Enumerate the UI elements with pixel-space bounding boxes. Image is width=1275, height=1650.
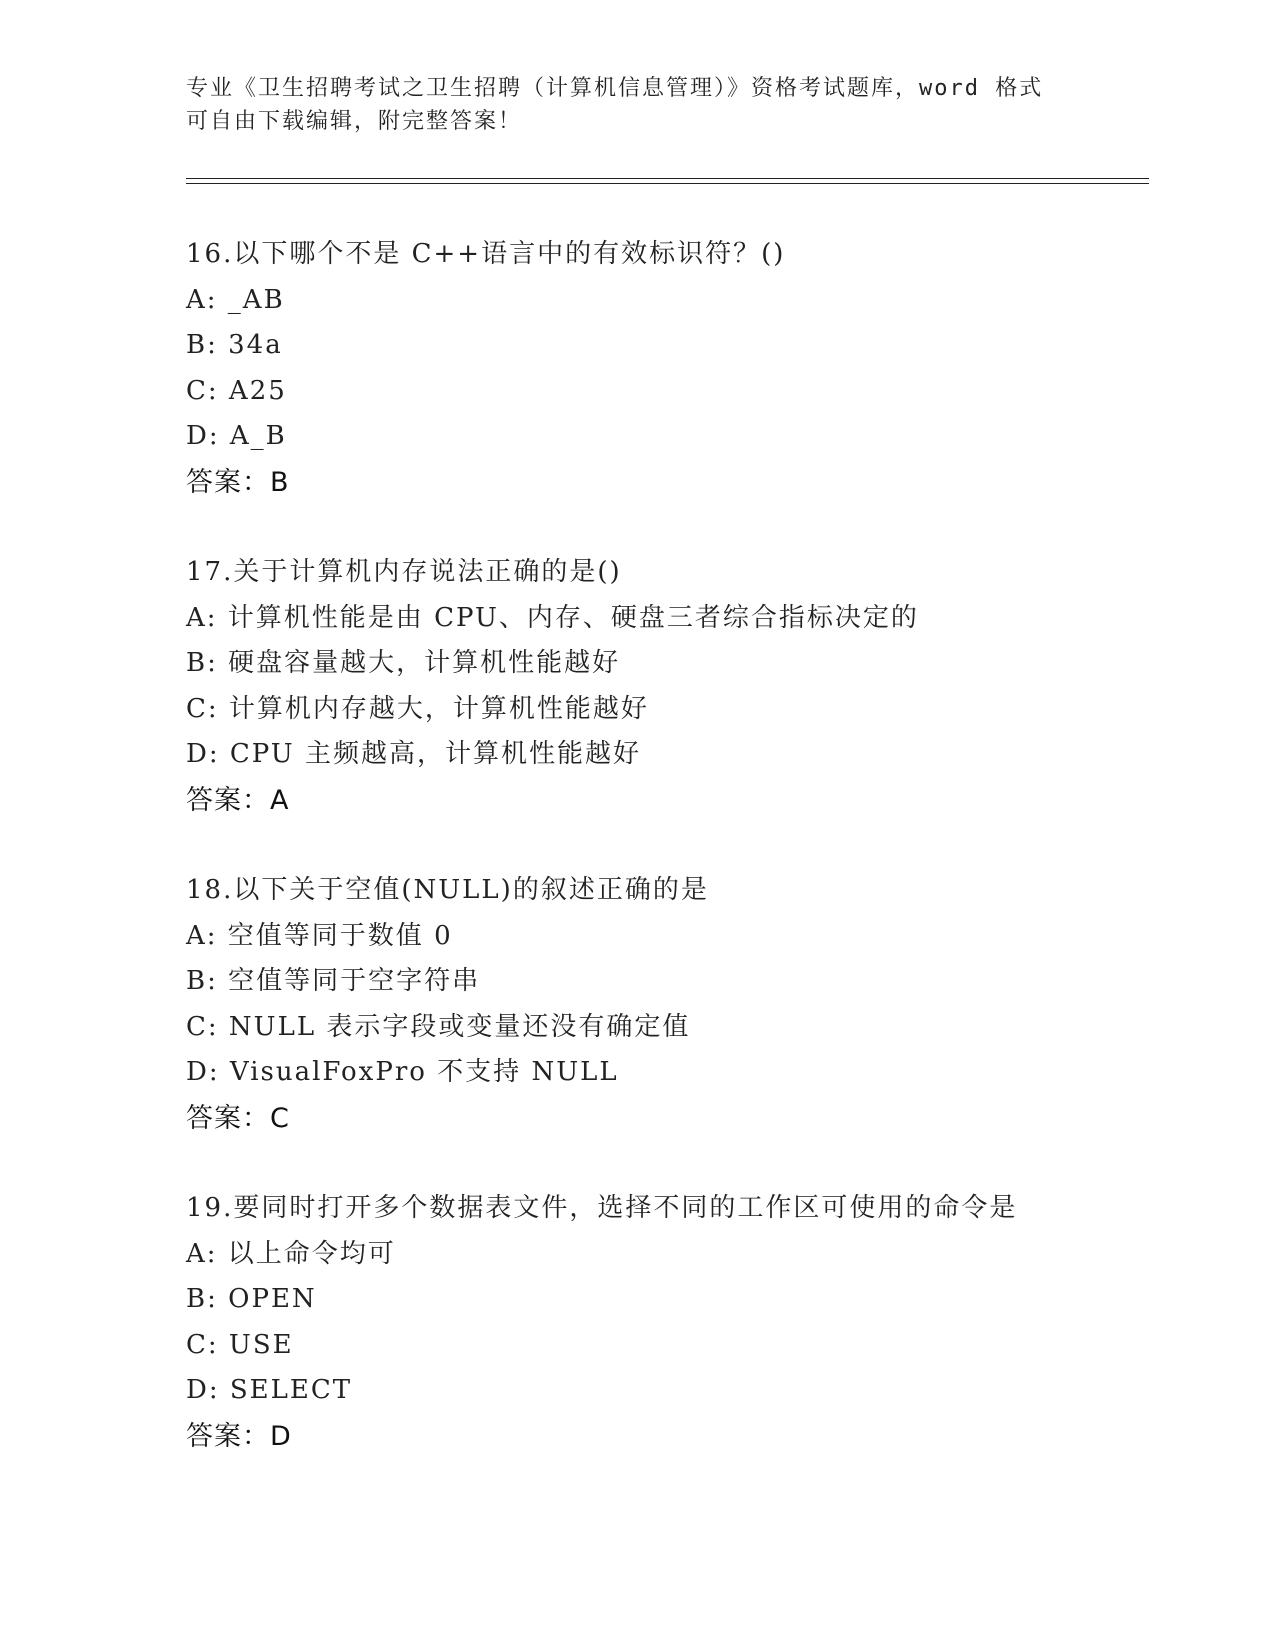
question-19 xyxy=(186,1186,1149,1459)
header-divider-bottom xyxy=(186,183,1149,184)
option-a: A: _AB xyxy=(186,284,285,315)
header-line-1: 专业《卫生招聘考试之卫生招聘（计算机信息管理）》资格考试题库，word 格式 xyxy=(186,76,1044,101)
question-stem: 18.以下关于空值(NULL)的叙述正确的是 xyxy=(186,875,709,905)
option-c: C: NULL 表示字段或变量还没有确定值 xyxy=(186,1011,691,1042)
option-d: D: A_B xyxy=(186,421,287,451)
option-b: B: OPEN xyxy=(186,1284,317,1314)
answer-line: 答案：C xyxy=(186,1102,290,1134)
option-b: B: 硬盘容量越大，计算机性能越好 xyxy=(186,648,621,678)
answer-line: 答案：A xyxy=(186,784,290,816)
question-16 xyxy=(186,232,1149,505)
option-d: D: CPU 主频越高，计算机性能越好 xyxy=(186,739,641,769)
question-stem: 17.关于计算机内存说法正确的是() xyxy=(186,557,622,587)
option-b: B: 34a xyxy=(186,330,283,360)
option-c: C: USE xyxy=(186,1329,294,1360)
option-a: A: 计算机性能是由 CPU、内存、硬盘三者综合指标决定的 xyxy=(186,602,919,633)
header-line-2: 可自由下载编辑，附完整答案！ xyxy=(186,109,523,134)
option-c: C: 计算机内存越大，计算机性能越好 xyxy=(186,693,649,724)
option-d: D: VisualFoxPro 不支持 NULL xyxy=(186,1057,619,1087)
option-b: B: 空值等同于空字符串 xyxy=(186,966,481,996)
question-18 xyxy=(186,868,1149,1141)
question-17 xyxy=(186,550,1149,823)
answer-line: 答案：D xyxy=(186,1420,292,1452)
answer-line: 答案：B xyxy=(186,466,290,498)
option-a: A: 空值等同于数值 0 xyxy=(186,920,453,951)
question-stem: 16.以下哪个不是 C++语言中的有效标识符？() xyxy=(186,239,786,269)
option-a: A: 以上命令均可 xyxy=(186,1238,396,1269)
option-c: C: A25 xyxy=(186,375,287,406)
option-d: D: SELECT xyxy=(186,1375,353,1405)
header-divider-top xyxy=(186,178,1149,179)
document-header xyxy=(186,72,1086,138)
question-stem: 19.要同时打开多个数据表文件，选择不同的工作区可使用的命令是 xyxy=(186,1193,1018,1223)
